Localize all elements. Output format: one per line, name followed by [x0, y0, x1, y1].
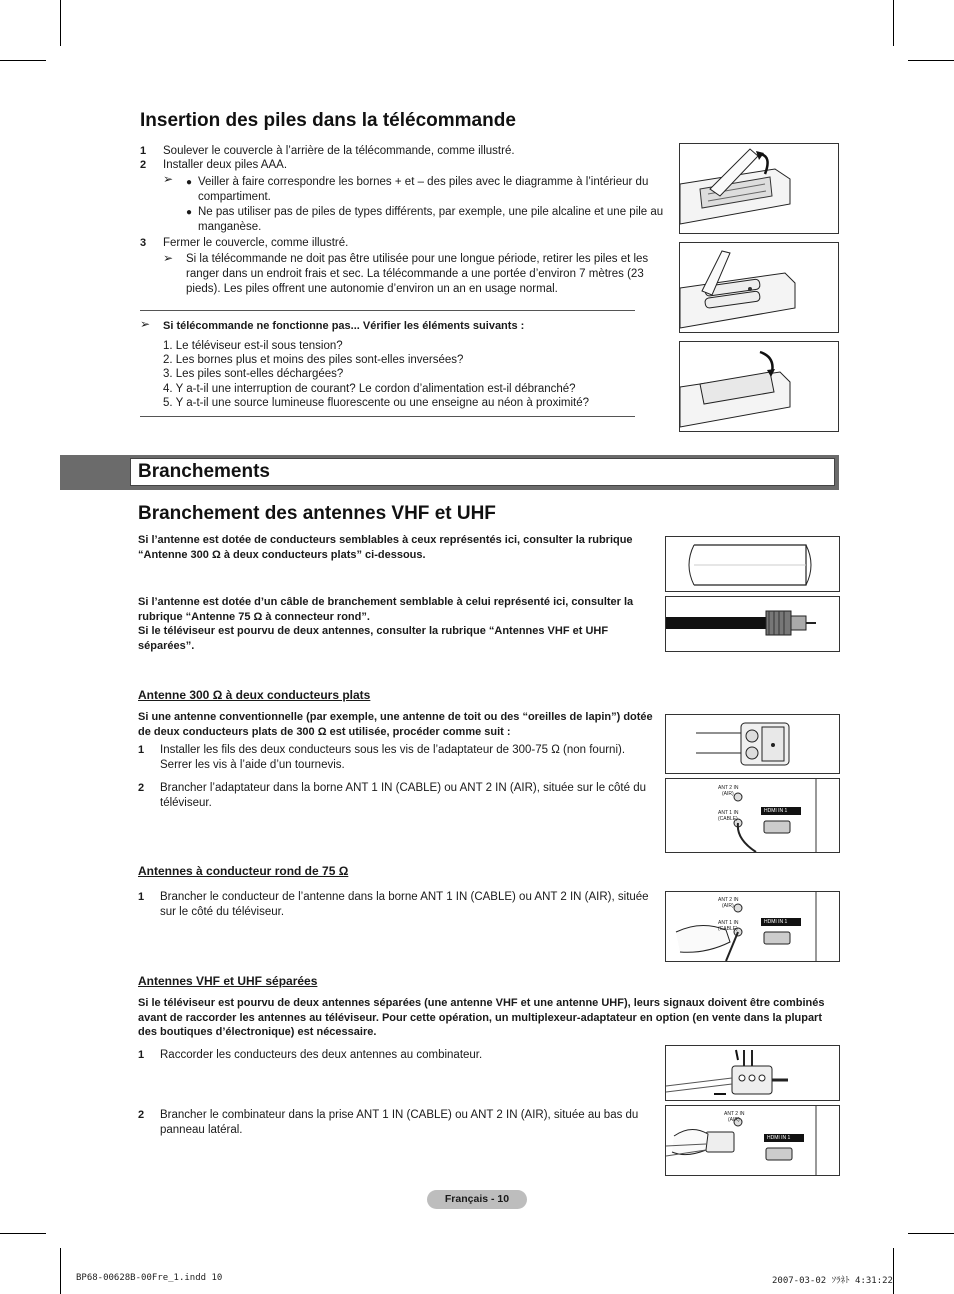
- antenna-section-title: Branchement des antennes VHF et UHF: [138, 503, 496, 524]
- flat-twin-lead-figure: [665, 536, 840, 592]
- crop-mark: [60, 0, 61, 46]
- step-number: 1: [138, 744, 145, 756]
- antenna-intro1: Si l’antenne est dotée de conducteurs semblables à ceux représentés ici, consulter la rubrique “Antenne 300 Ω à deux conducteurs plats” ci-dessous.: [138, 534, 633, 561]
- remote-insert-batteries-figure: [679, 242, 839, 333]
- page-number: Français - 10: [427, 1190, 527, 1209]
- sub300-step1: Installer les fils des deux conducteurs sous les vis de l’adaptateur de 300-75 Ω (non fourni). Serrer les vis à l’aide d’un tournevis.: [160, 744, 626, 771]
- crop-mark: [893, 0, 894, 46]
- side-panel-coax-figure: [665, 891, 840, 962]
- banner-title: Branchements: [138, 461, 270, 482]
- sub75-title: Antennes à conducteur rond de 75 Ω: [138, 864, 349, 878]
- ant2-sub-label: (AIR): [722, 903, 734, 909]
- step-number: 1: [138, 891, 145, 903]
- crop-mark: [0, 60, 46, 61]
- crop-mark: [908, 1233, 954, 1234]
- ant1-sub-label: (CABLE): [718, 926, 738, 932]
- step-number: 1: [138, 1049, 145, 1061]
- check-item: 4. Y a-t-il une interruption de courant? Le cordon d’alimentation est-il débranché?: [163, 383, 576, 395]
- remote-step1-text: Soulever le couvercle à l’arrière de la télécommande, comme illustré.: [163, 145, 515, 157]
- sub300-step2: Brancher l’adaptateur dans la borne ANT 1 IN (CABLE) ou ANT 2 IN (AIR), située sur le côté du téléviseur.: [160, 782, 647, 809]
- round-coax-cable-figure: [665, 596, 840, 652]
- remote-step3-note: Si la télécommande ne doit pas être utilisée pour une longue période, retirer les piles et les ranger dans un endroit frais et sec. La télécommande a une portée d’environ 7 mètres (23 pieds). Les piles offrent une autonomie d’environ un an en usage normal.: [186, 253, 649, 295]
- side-panel-adapter-figure: [665, 778, 840, 853]
- remote-open-cover-figure: [679, 143, 839, 234]
- note-arrow-icon: ➢: [163, 172, 174, 186]
- ant2-sub-label: (AIR): [728, 1117, 740, 1123]
- remote-step2-text: Installer deux piles AAA.: [163, 159, 288, 171]
- check-title: Si télécommande ne fonctionne pas... Vérifier les éléments suivants :: [163, 320, 525, 332]
- crop-mark: [0, 1233, 46, 1234]
- ant2-label: ANT 2 IN: [724, 1111, 745, 1117]
- check-item: 1. Le téléviseur est-il sous tension?: [163, 340, 343, 352]
- note-arrow-icon: ➢: [163, 251, 174, 265]
- check-item: 3. Les piles sont-elles déchargées?: [163, 368, 344, 380]
- subsep-title: Antennes VHF et UHF séparées: [138, 974, 318, 988]
- subsep-intro: Si le téléviseur est pourvu de deux antennes séparées (une antenne VHF et une antenne UHF), leurs signaux doivent être combinés avant de raccorder les antennes au téléviseur. Pour cette opération, un multiplexeur-adaptateur en option (en vente dans la plupart des boutiques d’électronique) est nécessaire.: [138, 997, 825, 1038]
- antenna-intro3: Si le téléviseur est pourvu de deux antennes, consulter la rubrique “Antennes VHF et UHF séparées”.: [138, 625, 609, 652]
- ant2-sub-label: (AIR): [722, 791, 734, 797]
- hdmi-label: HDMI IN 1: [767, 1135, 791, 1141]
- ant1-label: ANT 1 IN: [718, 810, 739, 816]
- check-item: 2. Les bornes plus et moins des piles sont-elles inversées?: [163, 354, 464, 366]
- antenna-intro2: Si l’antenne est dotée d’un câble de branchement semblable à celui représenté ici, consulter la rubrique “Antenne 75 Ω à connecteur rond”.: [138, 596, 634, 623]
- step-number: 3: [140, 237, 147, 249]
- side-panel-combiner-figure: [665, 1105, 840, 1176]
- divider: [140, 310, 635, 311]
- sub300-intro: Si une antenne conventionnelle (par exemple, une antenne de toit ou des “oreilles de lapin”) dotée de deux conducteurs plats de 300 Ω est utilisée, procéder comme suit :: [138, 711, 653, 738]
- remote-close-cover-figure: [679, 341, 839, 432]
- remote-step3-text: Fermer le couvercle, comme illustré.: [163, 237, 349, 249]
- note-arrow-icon: ➢: [140, 317, 151, 331]
- bullet-icon: ●: [186, 177, 193, 188]
- crop-mark: [60, 1248, 61, 1294]
- crop-mark: [908, 60, 954, 61]
- sub300-title: Antenne 300 Ω à deux conducteurs plats: [138, 688, 371, 702]
- remote-section-title: Insertion des piles dans la télécommande: [140, 110, 516, 131]
- remote-bullet1-text: Veiller à faire correspondre les bornes + et – des piles avec le diagramme à l’intérieur du compartiment.: [198, 176, 649, 203]
- hdmi-label: HDMI IN 1: [764, 919, 788, 925]
- adapter-figure: [665, 714, 840, 774]
- ant1-sub-label: (CABLE): [718, 816, 738, 822]
- ant2-label: ANT 2 IN: [718, 897, 739, 903]
- subsep-step2: Brancher le combinateur dans la prise ANT 1 IN (CABLE) ou ANT 2 IN (AIR), située au bas du panneau latéral.: [160, 1109, 639, 1136]
- step-number: 2: [138, 1109, 145, 1121]
- bullet-icon: ●: [186, 207, 193, 218]
- ant1-label: ANT 1 IN: [718, 920, 739, 926]
- step-number: 2: [138, 782, 145, 794]
- step-number: 1: [140, 145, 147, 157]
- hdmi-label: HDMI IN 1: [764, 808, 788, 814]
- subsep-step1: Raccorder les conducteurs des deux antennes au combinateur.: [160, 1049, 483, 1061]
- divider: [140, 416, 635, 417]
- ant2-label: ANT 2 IN: [718, 785, 739, 791]
- remote-bullet2-text: Ne pas utiliser pas de piles de types différents, par exemple, une pile alcaline et une pile au manganèse.: [198, 206, 664, 233]
- sub75-step1: Brancher le conducteur de l’antenne dans la borne ANT 1 IN (CABLE) ou ANT 2 IN (AIR), située sur le côté du téléviseur.: [160, 891, 649, 918]
- combiner-figure: [665, 1045, 840, 1101]
- check-item: 5. Y a-t-il une source lumineuse fluorescente ou une enseigne au néon à proximité?: [163, 397, 589, 409]
- print-slug-right: 2007-03-02 ｿﾗﾈﾄ 4:31:22: [772, 1276, 893, 1286]
- crop-mark: [893, 1248, 894, 1294]
- step-number: 2: [140, 159, 147, 171]
- print-slug-left: BP68-00628B-00Fre_1.indd 10: [76, 1273, 223, 1283]
